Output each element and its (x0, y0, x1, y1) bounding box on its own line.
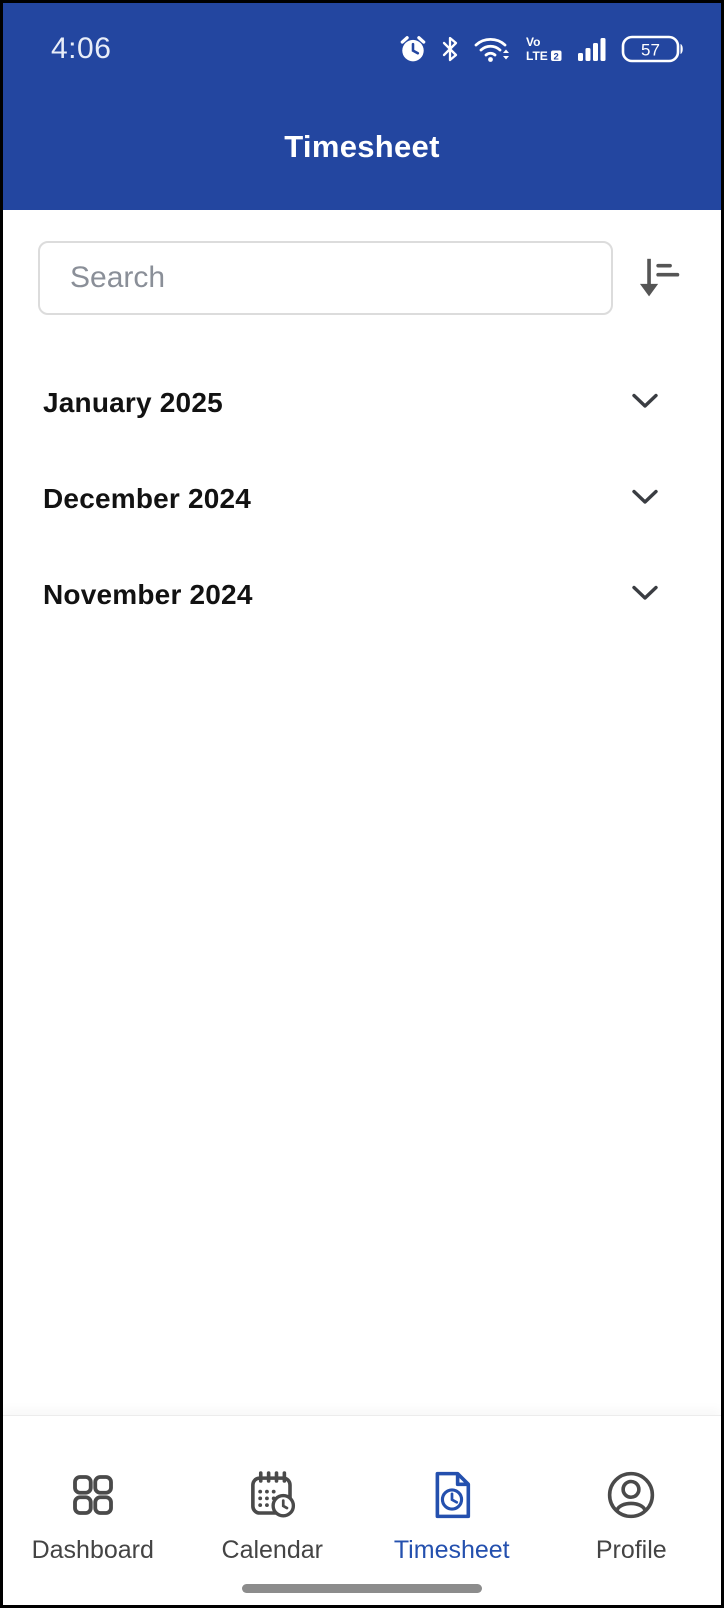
svg-text:2: 2 (553, 51, 559, 63)
alarm-icon (398, 34, 428, 64)
nav-item-dashboard[interactable] (3, 1416, 183, 1605)
month-row-december-2024[interactable] (3, 463, 721, 535)
nav-item-profile[interactable] (542, 1416, 722, 1605)
profile-icon (604, 1468, 658, 1522)
bottom-navigation (3, 1415, 721, 1605)
page-title: Timesheet (284, 129, 440, 164)
month-row-january-2025[interactable] (3, 367, 721, 439)
search-input[interactable] (38, 241, 613, 315)
timesheet-document-icon (425, 1468, 479, 1522)
status-icons (398, 33, 687, 65)
search-row (3, 241, 721, 315)
battery-icon (621, 33, 687, 65)
month-label: December 2024 (43, 483, 252, 514)
bluetooth-icon (441, 34, 459, 64)
month-label: January 2025 (43, 387, 223, 418)
home-indicator[interactable] (242, 1584, 482, 1593)
month-list (3, 367, 721, 631)
month-label: November 2024 (43, 579, 253, 610)
calendar-clock-icon (245, 1468, 299, 1522)
chevron-down-icon (630, 488, 660, 511)
status-time: 4:06 (51, 32, 112, 65)
month-row-november-2024[interactable] (3, 559, 721, 631)
nav-label-calendar: Calendar (221, 1536, 323, 1564)
sort-button[interactable] (613, 241, 701, 315)
nav-label-profile: Profile (595, 1536, 667, 1564)
chevron-down-icon (630, 392, 660, 415)
dashboard-grid-icon (66, 1468, 120, 1522)
signal-icon (576, 34, 608, 64)
sort-descending-icon (632, 252, 682, 305)
wifi-icon (472, 34, 512, 64)
svg-text:57: 57 (641, 40, 660, 60)
nav-item-timesheet[interactable] (362, 1416, 542, 1605)
svg-text:Vo: Vo (526, 35, 541, 49)
nav-item-calendar[interactable] (183, 1416, 363, 1605)
app-header (3, 3, 721, 210)
volte-icon (525, 34, 563, 64)
nav-label-timesheet: Timesheet (393, 1536, 510, 1564)
nav-label-dashboard: Dashboard (31, 1536, 154, 1564)
status-bar (3, 3, 721, 81)
chevron-down-icon (630, 584, 660, 607)
svg-text:LTE: LTE (526, 49, 548, 63)
